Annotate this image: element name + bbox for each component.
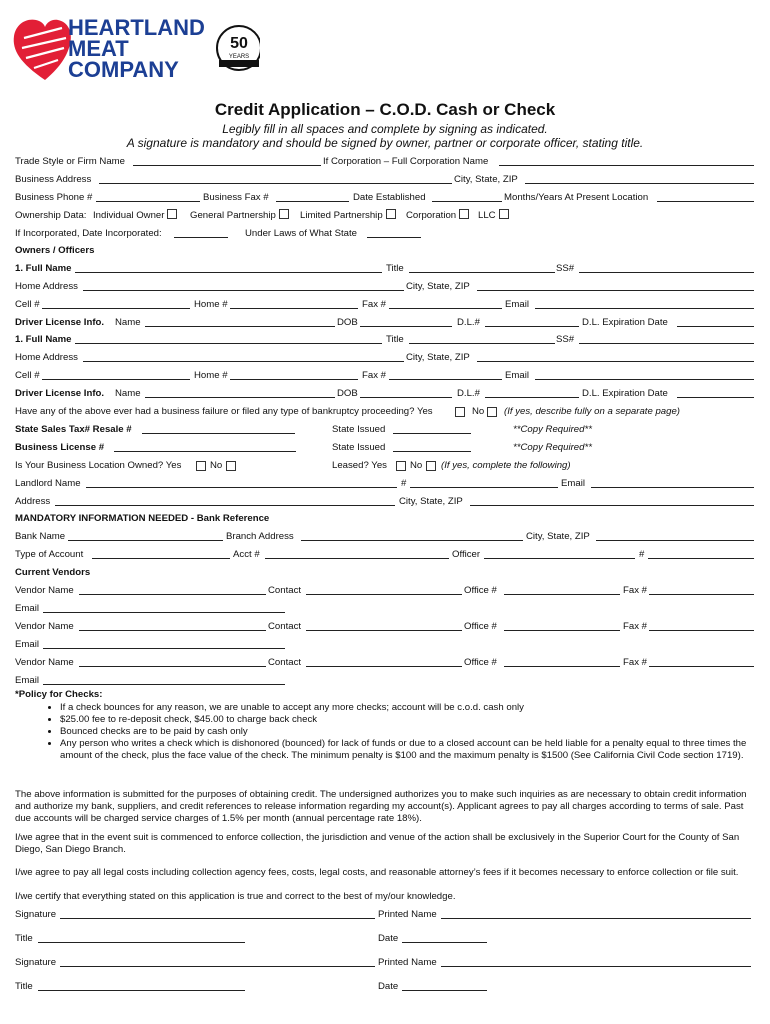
owner1-dob-field[interactable] — [360, 326, 452, 327]
landlord-phone-field[interactable] — [410, 487, 558, 488]
sales-tax-field[interactable] — [142, 433, 295, 434]
branch-address-field[interactable] — [301, 540, 523, 541]
row-owner2-license: Driver License Info. Name DOB D.L.# D.L. Expiration Date — [15, 385, 757, 403]
officer-field[interactable] — [484, 558, 635, 559]
svg-text:YEARS: YEARS — [228, 54, 250, 60]
vendor2-office-field[interactable] — [504, 630, 620, 631]
row-owner1-license: Driver License Info. Name DOB D.L.# D.L. Expiration Date — [15, 314, 757, 332]
months-years-field[interactable] — [657, 201, 754, 202]
general-partnership-option[interactable]: General Partnership — [190, 207, 289, 225]
bank-name-field[interactable] — [68, 540, 223, 541]
policy-item: • $25.00 fee to re-deposit check, $45.00 to charge back check — [60, 714, 760, 726]
business-city-field[interactable] — [525, 183, 754, 184]
trade-style-field[interactable] — [133, 165, 321, 166]
policy-list — [15, 702, 760, 762]
vendor3-email-field[interactable] — [43, 684, 285, 685]
account-number-field[interactable] — [265, 558, 449, 559]
owner1-email-field[interactable] — [535, 308, 754, 309]
owner1-name-field[interactable] — [75, 272, 382, 273]
owner1-ssn-field[interactable] — [579, 272, 754, 273]
bank-city-field[interactable] — [596, 540, 754, 541]
owner1-fax-field[interactable] — [389, 308, 502, 309]
failure-no-checkbox[interactable] — [487, 407, 497, 417]
business-fax-field[interactable] — [276, 201, 349, 202]
terms-certify-paragraph: I/we certify that everything stated on this application is true and correct to the best of my/our knowledge. — [15, 891, 456, 902]
owner2-fax-field[interactable] — [389, 379, 502, 380]
owner2-address-field[interactable] — [83, 361, 404, 362]
printed-name2-field[interactable] — [441, 966, 751, 967]
row-location-owned: Is Your Business Location Owned? Yes No Leased? Yes No (If yes, complete the following) — [15, 460, 571, 471]
state-laws-field[interactable] — [367, 237, 421, 238]
vendor2-contact-field[interactable] — [306, 630, 462, 631]
heart-icon — [14, 20, 71, 80]
row-owner2-name: 1. Full Name Title SS# — [15, 331, 757, 349]
terms-legal-costs-paragraph: I/we agree to pay all legal costs including collection agency fees, costs, legal costs, and reasonable attorney’s fees if it becomes necessary to enforce collection or file suit. — [15, 867, 739, 878]
owner1-address-field[interactable] — [83, 290, 404, 291]
owner1-title-field[interactable] — [409, 272, 555, 273]
vendor2-name-field[interactable] — [79, 630, 266, 631]
printed-name1-field[interactable] — [441, 918, 751, 919]
signature2-field[interactable] — [60, 966, 375, 967]
date-established-field[interactable] — [432, 201, 502, 202]
owner2-ssn-field[interactable] — [579, 343, 754, 344]
landlord-city-field[interactable] — [470, 505, 754, 506]
signature1-field[interactable] — [60, 918, 375, 919]
row-business-failure: Have any of the above ever had a business failure or filed any type of bankruptcy proceeding? Yes No (If yes, describe fully on a separate page) — [15, 406, 680, 417]
landlord-address-field[interactable] — [55, 505, 395, 506]
row-incorporated: If Incorporated, Date Incorporated: Under Laws of What State — [15, 225, 757, 243]
bank-reference-heading: MANDATORY INFORMATION NEEDED - Bank Reference — [15, 513, 270, 524]
row-vendor3: Vendor Name Contact Office # Fax # — [15, 654, 757, 672]
owner2-email-field[interactable] — [535, 379, 754, 380]
failure-yes-checkbox[interactable] — [455, 407, 465, 417]
owner1-dl-field[interactable] — [485, 326, 579, 327]
date2-field[interactable] — [402, 990, 487, 991]
row-ownership: Ownership Data: Individual Owner General Partnership Limited Partnership Corporation LLC — [15, 207, 757, 225]
vendor2-email-field[interactable] — [43, 648, 285, 649]
owner2-city-field[interactable] — [477, 361, 754, 362]
title1-field[interactable] — [38, 942, 245, 943]
heartland-logo — [10, 8, 260, 88]
svg-text:50: 50 — [230, 35, 248, 52]
policy-item: • Bounced checks are to be paid by cash only — [60, 726, 760, 738]
owner2-title-field[interactable] — [409, 343, 555, 344]
sales-tax-state-field[interactable] — [393, 433, 471, 434]
row-trade-style: Trade Style or Firm Name If Corporation – Full Corporation Name — [15, 153, 757, 171]
vendor1-email-field[interactable] — [43, 612, 285, 613]
terms-credit-paragraph: The above information is submitted for the purposes of obtaining credit. The undersigned authorizes you to make such inquiries as are necessary to obtain credit information and authorize my bank, suppliers, and credit references to release information regarding my account(s). Applicant agrees to pay all charges according to terms of sale. Past due accounts will be charged service charges of 1.5% per month (annual percentage rate 18%). — [15, 789, 747, 824]
policy-item: • If a check bounces for any reason, we are unable to accept any more checks; account will be c.o.d. cash only — [60, 702, 760, 714]
license-state-field[interactable] — [393, 451, 471, 452]
row-business-address: Business Address City, State, ZIP — [15, 171, 757, 189]
vendor3-contact-field[interactable] — [306, 666, 462, 667]
leased-yes-checkbox[interactable] — [396, 461, 406, 471]
vendor3-office-field[interactable] — [504, 666, 620, 667]
owner2-cell-field[interactable] — [42, 379, 190, 380]
owner2-home-field[interactable] — [230, 379, 358, 380]
officer-phone-field[interactable] — [648, 558, 754, 559]
date1-field[interactable] — [402, 942, 487, 943]
date-incorporated-field[interactable] — [174, 237, 228, 238]
row-title1: Title Date — [15, 930, 757, 948]
vendors-heading: Current Vendors — [15, 567, 91, 578]
row-title2: Title Date — [15, 978, 757, 996]
title2-field[interactable] — [38, 990, 245, 991]
owner2-dob-field[interactable] — [360, 397, 452, 398]
vendor1-contact-field[interactable] — [306, 594, 462, 595]
subtitle-signature-note: A signature is mandatory and should be signed by owner, partner or corporate officer, stating title. — [126, 136, 644, 150]
owned-no-checkbox[interactable] — [226, 461, 236, 471]
policy-item: • Any person who writes a check which is dishonored (bounced) for lack of funds or due to a closed account can be held liable for a penalty equal to three times the amount of the check, plus the face value of the check. The minimum penalty is $100 and the maximum penalty is $1500 (See California Civil Code section 1719). — [60, 738, 760, 762]
row-landlord-address: Address City, State, ZIP — [15, 493, 757, 511]
owned-yes-checkbox[interactable] — [196, 461, 206, 471]
llc-option[interactable]: LLC — [478, 207, 509, 225]
row-sales-tax: State Sales Tax# Resale # State Issued **Copy Required** — [15, 424, 592, 435]
owner1-cell-field[interactable] — [42, 308, 190, 309]
business-phone-field[interactable] — [96, 201, 200, 202]
owner2-license-name-field[interactable] — [145, 397, 335, 398]
row-owner1-name: 1. Full Name Title SS# — [15, 260, 757, 278]
owner2-dl-exp-field[interactable] — [677, 397, 754, 398]
row-owner2-phones: Cell # Home # Fax # Email — [15, 367, 757, 385]
owner2-name-field[interactable] — [75, 343, 382, 344]
row-vendor2: Vendor Name Contact Office # Fax # — [15, 618, 757, 636]
row-landlord: Landlord Name # Email — [15, 475, 757, 493]
owner1-license-name-field[interactable] — [145, 326, 335, 327]
subtitle-instructions: Legibly fill in all spaces and complete by signing as indicated. — [222, 122, 548, 136]
company-line2: MEAT — [68, 36, 129, 61]
owners-heading: Owners / Officers — [15, 245, 95, 256]
row-owner1-phones: Cell # Home # Fax # Email — [15, 296, 757, 314]
row-business-license: Business License # State Issued **Copy Required** — [15, 442, 592, 453]
vendor1-name-field[interactable] — [79, 594, 266, 595]
leased-no-checkbox[interactable] — [426, 461, 436, 471]
individual-owner-option[interactable]: Individual Owner — [93, 207, 177, 225]
corp-name-field[interactable] — [499, 165, 754, 166]
account-type-field[interactable] — [92, 558, 230, 559]
fifty-years-badge — [217, 26, 260, 70]
landlord-name-field[interactable] — [86, 487, 397, 488]
row-vendor1: Vendor Name Contact Office # Fax # — [15, 582, 757, 600]
company-line3: COMPANY — [68, 57, 179, 82]
vendor3-fax-field[interactable] — [649, 666, 754, 667]
row-owner2-address: Home Address City, State, ZIP — [15, 349, 757, 367]
vendor1-office-field[interactable] — [504, 594, 620, 595]
company-line1: HEARTLAND — [68, 15, 205, 40]
owner2-dl-field[interactable] — [485, 397, 579, 398]
policy-heading: *Policy for Checks: — [15, 689, 103, 700]
corporation-option[interactable]: Corporation — [406, 207, 469, 225]
row-vendor1-email: Email — [15, 600, 757, 618]
page-title: Credit Application – C.O.D. Cash or Check — [214, 100, 556, 119]
row-vendor2-email: Email — [15, 636, 757, 654]
row-owner1-address: Home Address City, State, ZIP — [15, 278, 757, 296]
owner1-home-field[interactable] — [230, 308, 358, 309]
vendor1-fax-field[interactable] — [649, 594, 754, 595]
business-license-field[interactable] — [114, 451, 296, 452]
owner1-dl-exp-field[interactable] — [677, 326, 754, 327]
row-vendor3-email: Email — [15, 672, 757, 690]
owner1-city-field[interactable] — [477, 290, 754, 291]
terms-jurisdiction-paragraph: I/we agree that in the event suit is commenced to enforce collection, the jurisdiction and venue of the action shall be exclusively in the Superior Court for the County of San Diego, San Diego Branch. — [15, 832, 740, 855]
row-bank: Bank Name Branch Address City, State, ZIP — [15, 528, 757, 546]
vendor2-fax-field[interactable] — [649, 630, 754, 631]
vendor3-name-field[interactable] — [79, 666, 266, 667]
row-signature2: Signature Printed Name — [15, 954, 757, 972]
row-account: Type of Account Acct # Officer # — [15, 546, 757, 564]
landlord-email-field[interactable] — [591, 487, 754, 488]
limited-partnership-option[interactable]: Limited Partnership — [300, 207, 396, 225]
row-signature1: Signature Printed Name — [15, 906, 757, 924]
business-address-field[interactable] — [99, 183, 452, 184]
row-business-phone: Business Phone # Business Fax # Date Established Months/Years At Present Location — [15, 189, 757, 207]
